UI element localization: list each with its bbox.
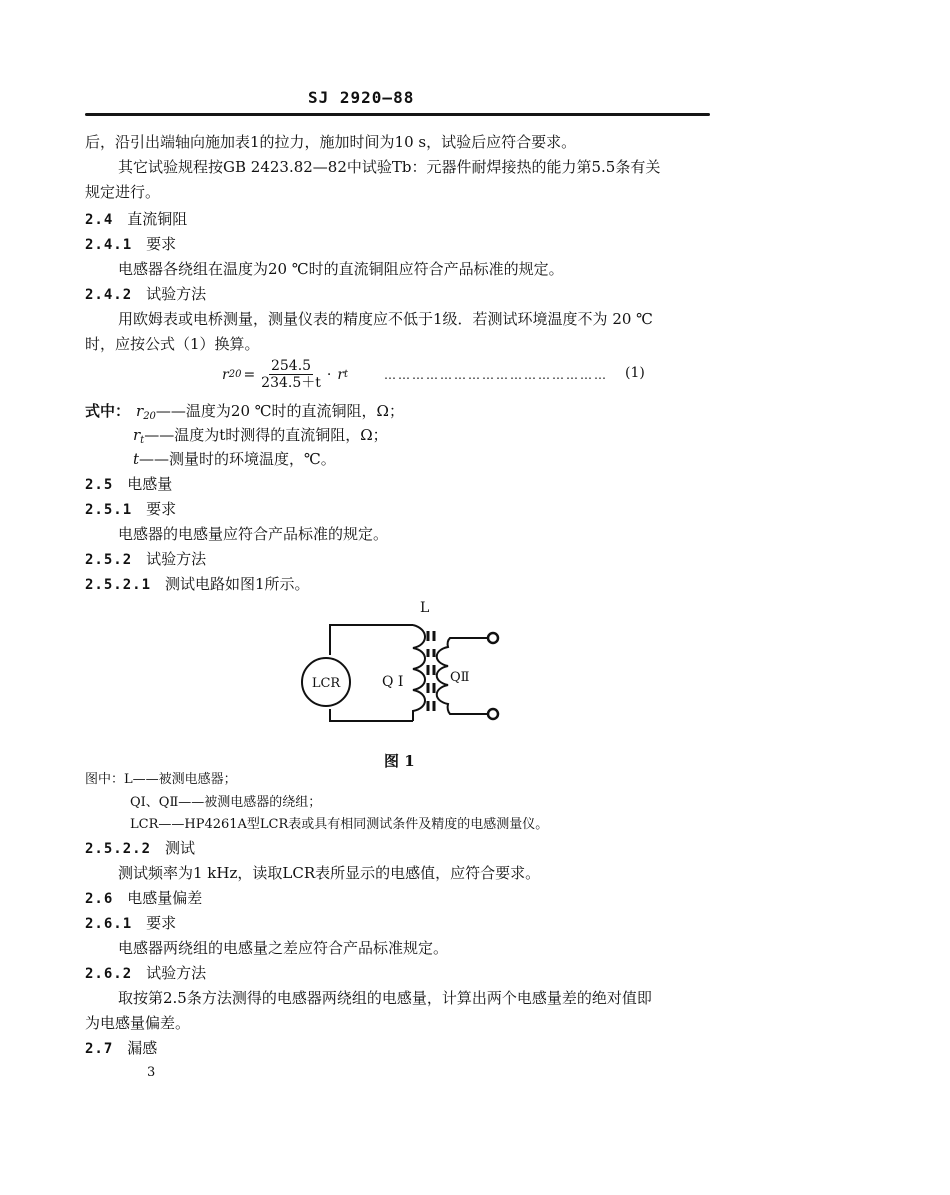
where-desc-1: ——温度为20 ℃时的直流铜阻，Ω； bbox=[155, 402, 404, 420]
section-2-5-2-heading bbox=[85, 550, 206, 569]
section-2-6-heading bbox=[85, 889, 202, 908]
section-title: 要求 bbox=[146, 914, 177, 932]
section-number: 2.4.2 bbox=[85, 287, 133, 303]
section-number: 2.5.2.2 bbox=[85, 841, 152, 857]
label-q2: QⅡ bbox=[450, 670, 470, 685]
section-number: 2.5.1 bbox=[85, 502, 133, 518]
section-number: 2.6.1 bbox=[85, 916, 133, 932]
formula-1: r 20 = $\frac{254.5}{234.5+t}$ · r t bbox=[222, 358, 349, 391]
section-2-5-2-2-heading bbox=[85, 839, 195, 858]
formula-lhs-sub: 20 bbox=[228, 369, 242, 380]
document-id: SJ 2920—88 bbox=[308, 88, 415, 107]
section-2-4-1-heading bbox=[85, 235, 176, 254]
para-line-3: 规定进行。 bbox=[85, 183, 161, 201]
section-number: 2.5.2.1 bbox=[85, 577, 152, 593]
where-intro: 式中： bbox=[85, 402, 131, 420]
section-title: 测试 bbox=[165, 839, 196, 857]
formula-leaders: ………………………………………… bbox=[384, 368, 608, 382]
wire-top bbox=[330, 625, 413, 655]
para-line-1: 后，沿引出端轴向施加表1的拉力，施加时间为10 s，试验后应符合要求。 bbox=[85, 133, 577, 151]
formula-denominator: 234.5＋t bbox=[261, 375, 321, 391]
section-number: 2.6.2 bbox=[85, 966, 133, 982]
where-line-3 bbox=[133, 450, 336, 468]
formula-rhs-sub: t bbox=[344, 369, 349, 380]
section-2-5-1-heading bbox=[85, 500, 176, 519]
section-2-5-2-2-text: 测试频率为1 kHz，读取LCR表所显示的电感值，应符合要求。 bbox=[118, 864, 541, 882]
where-var-2: r bbox=[133, 426, 141, 444]
legend-line-2: QⅠ、QⅡ——被测电感器的绕组； bbox=[130, 795, 322, 810]
para-line-2: 其它试验规程按GB 2423.82—82中试验Tb：元器件耐焊接热的能力第5.5条有关 bbox=[118, 158, 661, 176]
where-desc-2: ——温度为t时测得的直流铜阻，Ω； bbox=[144, 426, 388, 444]
section-title: 试验方法 bbox=[146, 285, 207, 303]
where-var-3: t bbox=[133, 450, 140, 468]
section-2-5-1-text: 电感器的电感量应符合产品标准的规定。 bbox=[118, 525, 389, 543]
formula-number: (1) bbox=[625, 365, 645, 381]
section-number: 2.5.2 bbox=[85, 552, 133, 568]
where-line-1 bbox=[85, 402, 404, 426]
section-2-4-2-text-1: 用欧姆表或电桥测量，测量仪表的精度应不低于1级．若测试环境温度不为 20 ℃ bbox=[118, 310, 653, 328]
section-number: 2.5 bbox=[85, 477, 114, 493]
terminal-top bbox=[488, 633, 498, 643]
section-2-7-heading bbox=[85, 1039, 157, 1058]
formula-rhs-var: r bbox=[337, 366, 345, 383]
where-var-1: r bbox=[136, 402, 144, 420]
section-2-4-1-text: 电感器各绕组在温度为20 ℃时的直流铜阻应符合产品标准的规定。 bbox=[118, 260, 564, 278]
legend-line-3: LCR——HP4261A型LCR表或具有相同测试条件及精度的电感测量仪。 bbox=[130, 817, 549, 832]
formula-lhs-var: r bbox=[222, 366, 229, 383]
section-title: 要求 bbox=[146, 500, 177, 518]
terminal-bottom bbox=[488, 709, 498, 719]
section-number: 2.4 bbox=[85, 212, 114, 228]
section-number: 2.6 bbox=[85, 891, 114, 907]
section-2-4-heading bbox=[85, 210, 187, 229]
section-2-6-2-text-2: 为电感量偏差。 bbox=[85, 1014, 191, 1032]
section-title: 要求 bbox=[146, 235, 177, 253]
where-desc-3: ——测量时的环境温度，℃。 bbox=[139, 450, 336, 468]
section-title: 测试电路如图1所示。 bbox=[165, 575, 310, 593]
section-2-5-heading bbox=[85, 475, 172, 494]
section-2-4-2-text-2: 时，应按公式（1）换算。 bbox=[85, 335, 260, 353]
figure-caption: 图 1 bbox=[384, 752, 415, 770]
formula-fraction bbox=[259, 358, 323, 391]
label-q1: Q I bbox=[382, 674, 404, 690]
where-line-2 bbox=[133, 426, 388, 450]
section-title: 试验方法 bbox=[146, 550, 207, 568]
section-title: 漏感 bbox=[127, 1039, 158, 1057]
section-title: 电感量 bbox=[127, 475, 173, 493]
test-circuit-diagram bbox=[290, 595, 520, 735]
section-2-6-1-heading bbox=[85, 914, 176, 933]
section-title: 电感量偏差 bbox=[127, 889, 203, 907]
section-2-6-2-text-1: 取按第2.5条方法测得的电感器两绕组的电感量，计算出两个电感量差的绝对值即 bbox=[118, 989, 652, 1007]
label-lcr: LCR bbox=[311, 676, 341, 691]
page-number: 3 bbox=[147, 1065, 156, 1080]
section-2-4-2-heading bbox=[85, 285, 206, 304]
section-title: 试验方法 bbox=[146, 964, 207, 982]
wire-bottom bbox=[330, 709, 413, 721]
header-rule bbox=[85, 113, 710, 116]
section-2-5-2-1-heading bbox=[85, 575, 310, 594]
label-L: L bbox=[420, 600, 430, 616]
section-title: 直流铜阻 bbox=[127, 210, 188, 228]
section-2-6-2-heading bbox=[85, 964, 206, 983]
section-number: 2.4.1 bbox=[85, 237, 133, 253]
where-sub-2: t bbox=[140, 435, 145, 446]
formula-numerator: 254.5 bbox=[270, 358, 312, 374]
section-2-6-1-text: 电感器两绕组的电感量之差应符合产品标准规定。 bbox=[118, 939, 449, 957]
coil-primary bbox=[413, 625, 425, 721]
where-sub-1: 20 bbox=[143, 411, 156, 422]
core-bars bbox=[428, 631, 434, 711]
legend-line-1: 图中：L——被测电感器； bbox=[85, 772, 237, 787]
section-number: 2.7 bbox=[85, 1041, 114, 1057]
